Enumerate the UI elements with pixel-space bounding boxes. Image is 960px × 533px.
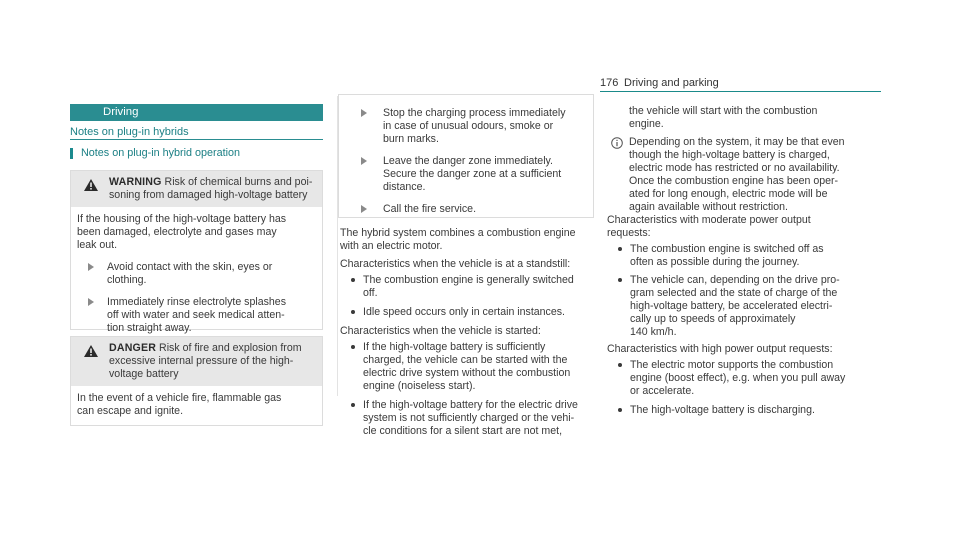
moderate-intro-1: Characteristics with moderate power output — [607, 214, 811, 226]
bullet-icon — [351, 310, 355, 314]
arrow-right-icon — [361, 109, 367, 117]
danger-box — [70, 336, 323, 426]
started-intro: Characteristics when the vehicle is started: — [340, 325, 541, 337]
warning-title-line-1: WARNING Risk of chemical burns and poi- — [109, 176, 313, 188]
arrow-right-icon — [88, 298, 94, 306]
section-heading-rule — [70, 139, 323, 140]
warning-step: Avoid contact with the skin, eyes or clothing. — [77, 261, 316, 287]
arrow-right-icon — [88, 263, 94, 271]
danger-step: Stop the charging process immediately in case of unusual odours, smoke or burn marks. — [345, 107, 587, 146]
danger-steps-box — [338, 94, 594, 218]
list-item: If the high-voltage battery for the electric drive system is not sufficiently charged or the vehi- cle conditions for a silent start are not met, — [340, 399, 596, 438]
list-item: If the high-voltage battery is sufficiently charged, the vehicle can be started with the electric drive system without the combustion engine (noiseless start). — [340, 341, 596, 393]
section-bar: Driving — [70, 104, 323, 121]
bullet-icon — [351, 278, 355, 282]
danger-title-line-2: excessive internal pressure of the high- — [109, 355, 294, 367]
danger-header — [71, 337, 322, 386]
subheading: Notes on plug-in hybrid operation — [81, 147, 241, 159]
danger-keyword: DANGER — [109, 342, 157, 354]
info-note: Depending on the system, it may be that even though the high-voltage battery is charged, electric mode has restricted or no availability. Once the combustion engine has been oper- ated for long enough, electric mode will be again available without restriction. — [607, 136, 882, 214]
bullet-icon — [618, 247, 622, 251]
warning-box — [70, 170, 323, 334]
bullet-icon — [618, 278, 622, 282]
page-number: 176 — [600, 77, 619, 89]
warning-title-line-2: soning from damaged high-voltage battery — [109, 189, 308, 201]
list-item: The combustion engine is generally switched off. — [340, 274, 596, 300]
warning-keyword: WARNING — [109, 176, 162, 188]
bullet-icon — [618, 408, 622, 412]
danger-step: Call the fire service. — [345, 203, 587, 216]
danger-triangle-icon — [84, 345, 98, 357]
warning-triangle-icon — [84, 179, 98, 191]
warning-step: Immediately rinse electrolyte splashes off with water and seek medical atten- tion straight away. — [77, 296, 316, 335]
column-2-text: The hybrid system combines a combustion engine with an electric motor. Characteristics when the vehicle is at a standstill: The combustion engine is generally switched off. Idle speed occurs only in certain instances. Characteristics when the vehicle is started: If the high-voltage battery is sufficiently charged, the vehicle can be started with the electric drive system without the combustion engine (noiseless start). If the high-voltage battery for the electric drive system is not sufficiently charged or the vehi- cle conditions for a silent start are not met, — [340, 227, 596, 438]
list-item: Idle speed occurs only in certain instances. — [340, 306, 596, 319]
section-heading: Notes on plug-in hybrids — [70, 126, 189, 138]
danger-title-line-3: voltage battery — [109, 368, 179, 380]
standstill-intro: Characteristics when the vehicle is at a standstill: — [340, 258, 571, 270]
list-item: The combustion engine is switched off as often as possible during the journey. — [607, 243, 882, 269]
info-icon — [611, 137, 623, 149]
arrow-right-icon — [361, 157, 367, 165]
list-item: The vehicle can, depending on the drive pro- gram selected and the state of charge of the high-voltage battery, be accelerated electri- cally up to speeds of approximately 140 km/h. — [607, 274, 882, 339]
header-rule — [600, 91, 881, 92]
list-item: The electric motor supports the combustion engine (boost effect), e.g. when you pull away or accelerate. — [607, 359, 882, 398]
continuation: the vehicle will start with the combustion engine. — [629, 105, 818, 130]
bullet-icon — [351, 345, 355, 349]
bullet-icon — [351, 403, 355, 407]
danger-body: In the event of a vehicle fire, flammable gas can escape and ignite. — [77, 392, 282, 417]
warning-body: If the housing of the high-voltage battery has been damaged, electrolyte and gases may leak out. Avoid contact with the skin, eyes or clothing. Immediately rinse electrolyte splashes off with water and seek medical atten- tion straight away. — [71, 207, 322, 341]
list-item: The high-voltage battery is discharging. — [607, 404, 882, 417]
warning-header — [71, 171, 322, 207]
subheading-marker — [70, 148, 73, 159]
chapter-title: Driving and parking — [624, 77, 719, 89]
danger-step: Leave the danger zone immediately. Secure the danger zone at a sufficient distance. — [345, 155, 587, 194]
high-intro: Characteristics with high power output requests: — [607, 343, 833, 355]
arrow-right-icon — [361, 205, 367, 213]
moderate-intro-2: requests: — [607, 227, 651, 239]
column-3-text — [607, 105, 882, 417]
bullet-icon — [618, 363, 622, 367]
danger-title-line-1: DANGER Risk of fire and explosion from — [109, 342, 302, 354]
